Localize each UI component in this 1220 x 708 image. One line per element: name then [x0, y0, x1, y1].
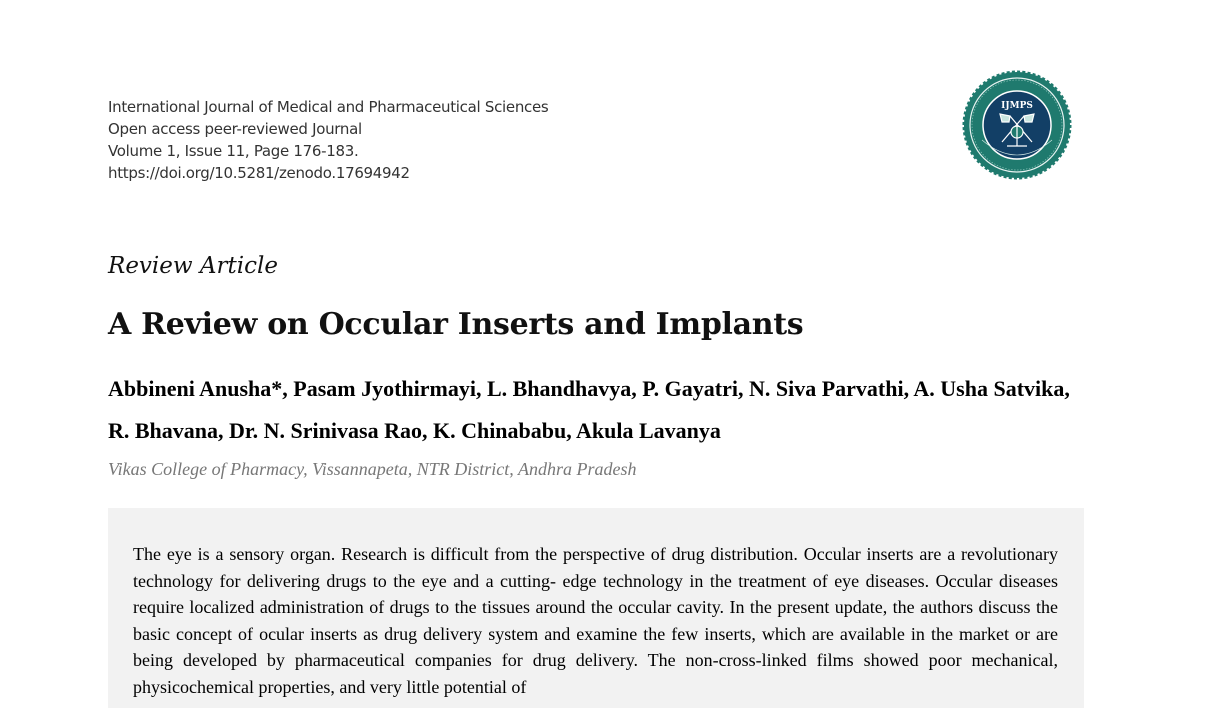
- journal-volume: Volume 1, Issue 11, Page 176-183.: [108, 142, 359, 160]
- journal-access: Open access peer-reviewed Journal: [108, 120, 362, 138]
- author-list: Abbineni Anusha*, Pasam Jyothirmayi, L. Bhandhavya, P. Gayatri, N. Siva Parvathi, A. Usha Satvika, R. Bhavana, Dr. N. Srinivasa Rao, K. Chinababu, Akula Lavanya: [108, 376, 1070, 443]
- affiliation: Vikas College of Pharmacy, Vissannapeta, NTR District, Andhra Pradesh: [108, 459, 637, 479]
- logo-text: IJMPS: [1001, 101, 1033, 111]
- abstract-text: The eye is a sensory organ. Research is difficult from the perspective of drug distribution. Occular inserts are a revolutionary technology for delivering drugs to the eye and a cutting- edge technology in the treatment of eye diseases. Occular diseases require localized administration of drugs to the tissues around the occular cavity. In the present update, the authors discuss the basic concept of ocular inserts as drug delivery system and examine the few inserts, which are available in the market or are being developed by pharmaceutical companies for drug delivery. The non-cross-linked films showed poor mechanical, physicochemical properties, and very little potential of: [133, 544, 1058, 697]
- journal-logo: [962, 70, 1072, 180]
- journal-name: International Journal of Medical and Pharmaceutical Sciences: [108, 98, 549, 116]
- abstract-box: [108, 508, 1084, 708]
- article-type: Review Article: [108, 253, 278, 279]
- journal-info: [108, 96, 548, 184]
- page-title: A Review on Occular Inserts and Implants: [108, 307, 804, 342]
- journal-doi: https://doi.org/10.5281/zenodo.17694942: [108, 164, 410, 182]
